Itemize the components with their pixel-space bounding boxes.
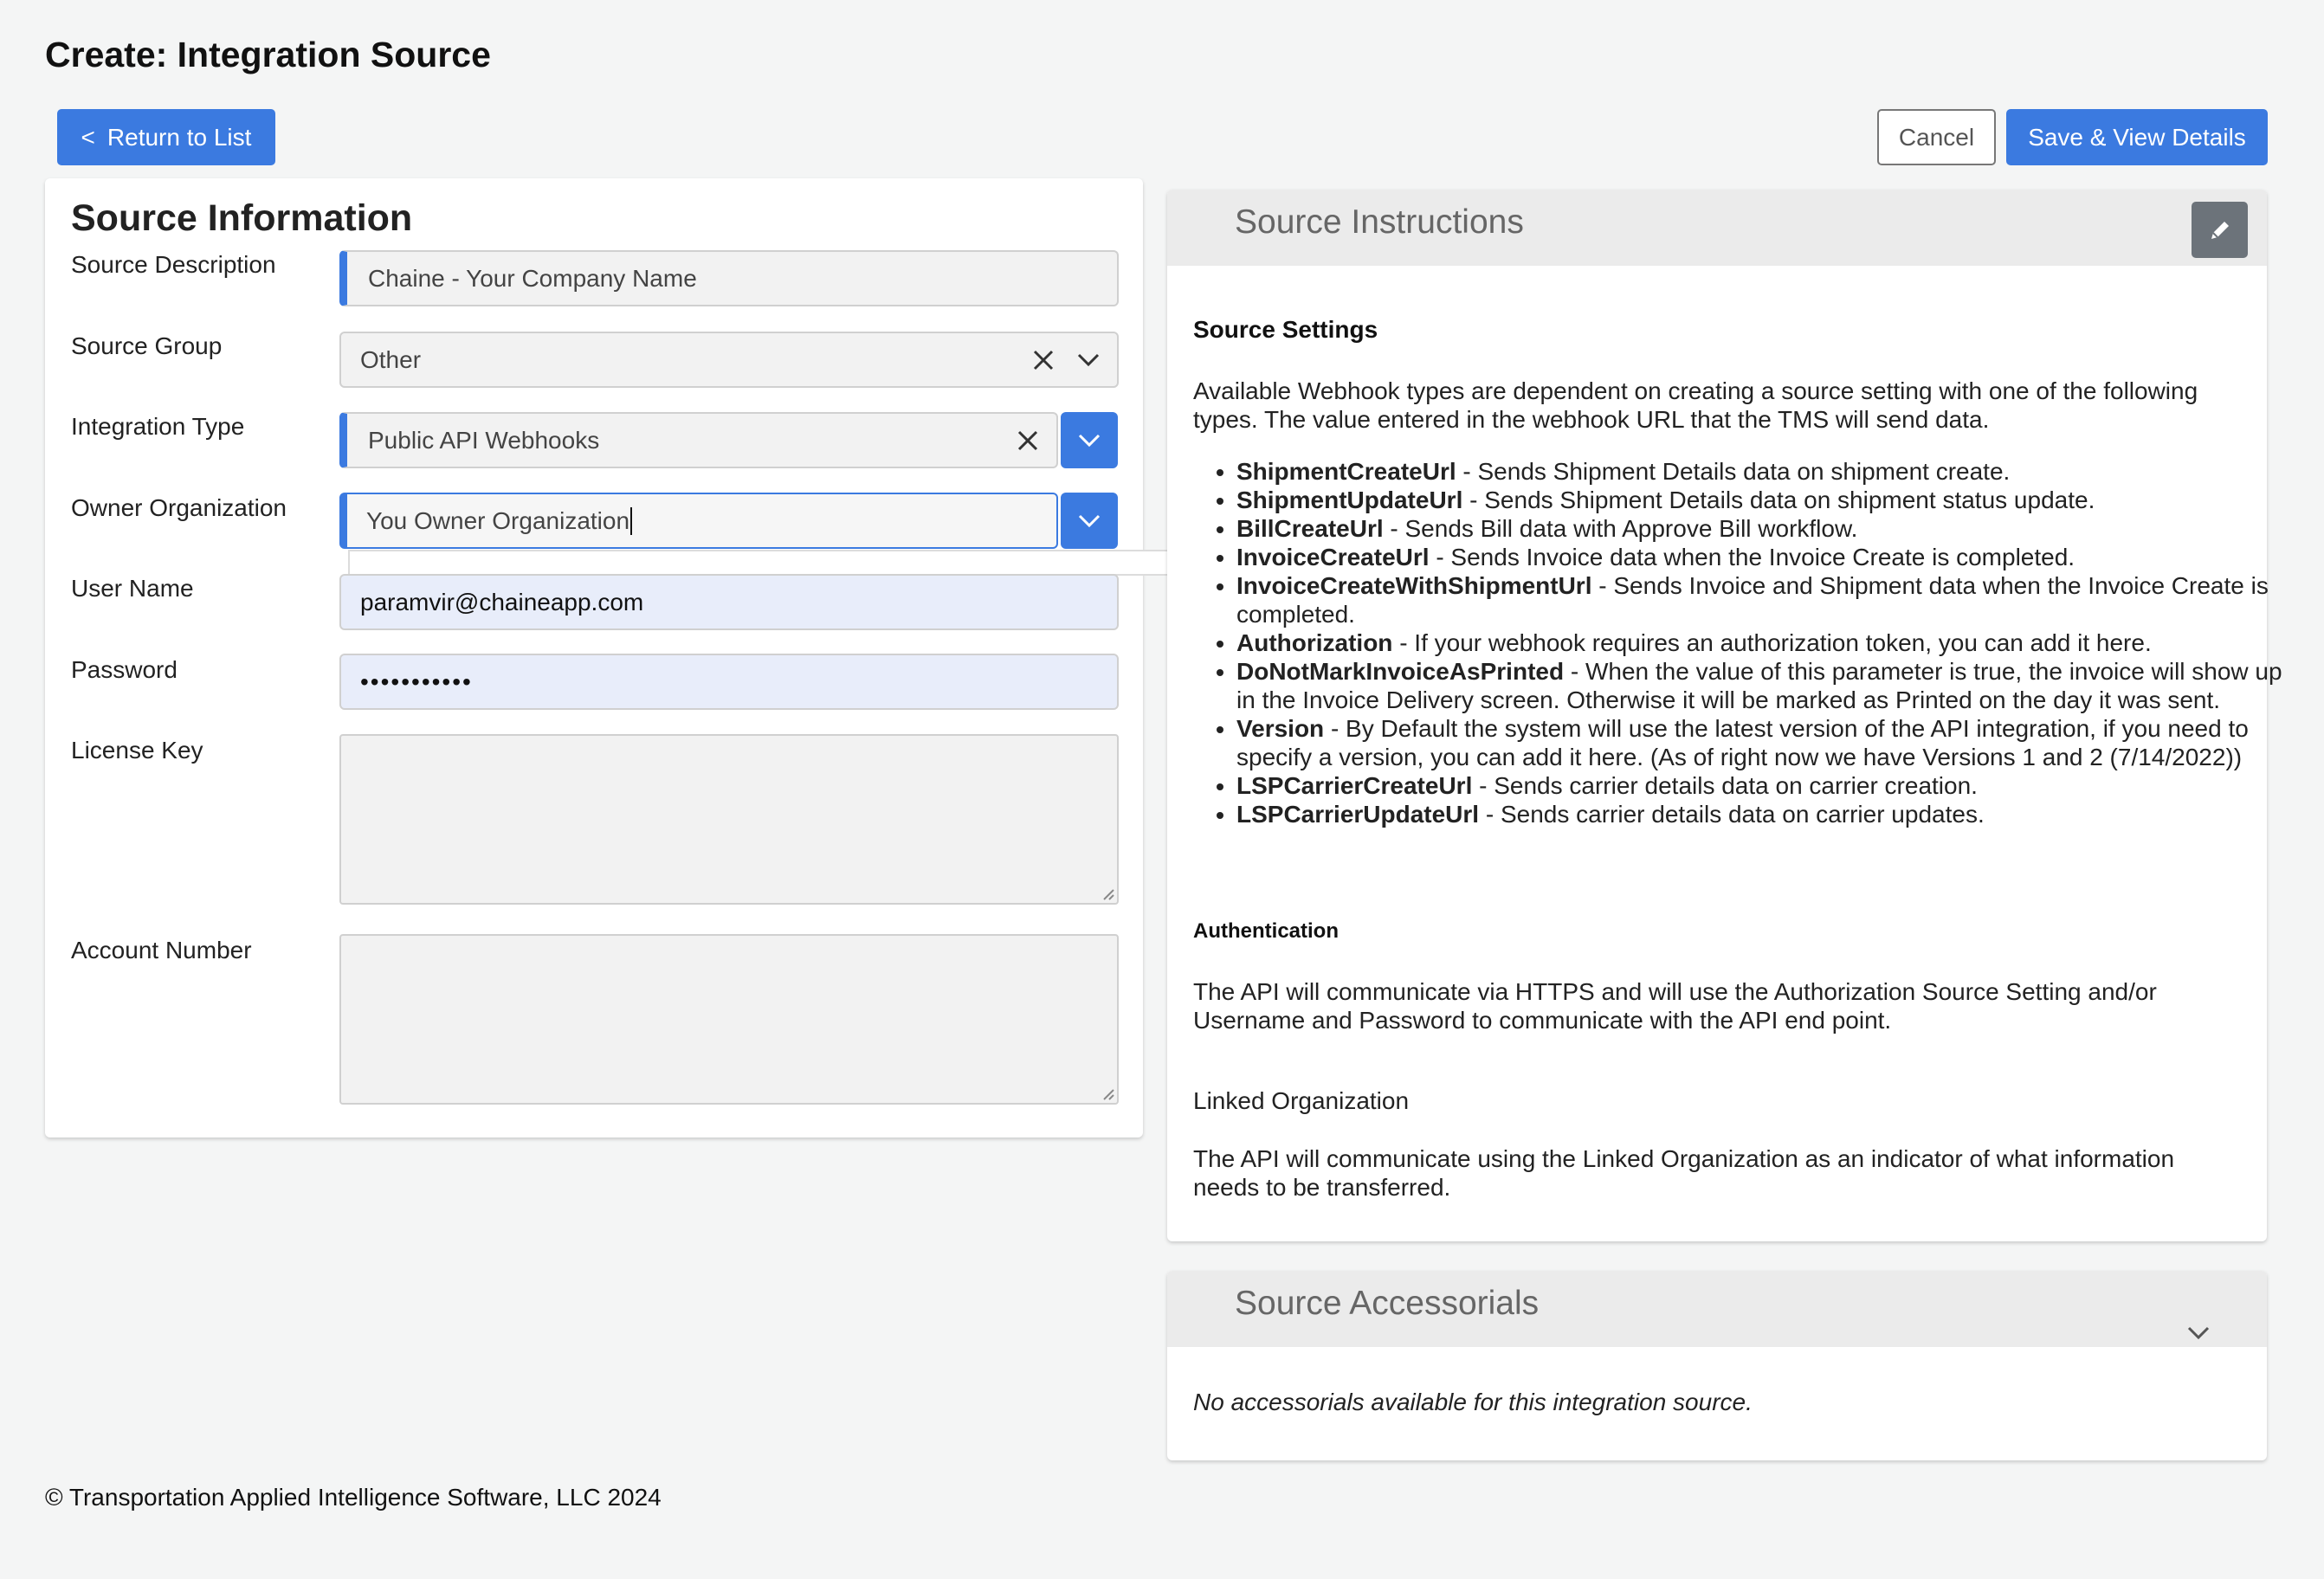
chevron-down-icon[interactable] <box>2187 1326 2210 1340</box>
chevron-left-icon: < <box>81 123 95 151</box>
chevron-down-icon[interactable] <box>1077 353 1100 367</box>
license-key-textarea[interactable] <box>339 734 1119 905</box>
webhook-type-item <box>1236 571 2284 628</box>
webhook-type-description: - Sends Shipment Details data on shipment status update. <box>1462 487 2095 513</box>
webhook-type-name: InvoiceCreateWithShipmentUrl <box>1236 572 1592 599</box>
owner-organization-value: You Owner Organization <box>366 506 630 534</box>
user-name-value: paramvir@chaineapp.com <box>360 588 644 615</box>
source-instructions-header <box>1167 190 2267 266</box>
integration-type-dropdown-button[interactable] <box>1061 412 1118 468</box>
license-key-label: License Key <box>71 737 203 764</box>
source-settings-heading: Source Settings <box>1193 316 1378 343</box>
page-title: Create: Integration Source <box>45 35 491 74</box>
webhook-type-description: - Sends Invoice and Shipment data when the Invoice Create is completed. <box>1236 572 2269 628</box>
source-description-label: Source Description <box>71 251 276 278</box>
webhook-type-name: InvoiceCreateUrl <box>1236 544 1430 570</box>
webhook-type-item <box>1236 457 2284 486</box>
source-description-value: Chaine - Your Company Name <box>368 264 697 292</box>
accessorials-empty-text: No accessorials available for this integration source. <box>1193 1389 1753 1415</box>
source-group-select[interactable] <box>339 332 1119 388</box>
chevron-down-icon <box>1078 434 1101 448</box>
linked-organization-heading: Linked Organization <box>1193 1087 1410 1114</box>
integration-type-value: Public API Webhooks <box>368 426 600 454</box>
authentication-heading: Authentication <box>1193 919 1339 943</box>
webhook-type-item <box>1236 714 2284 771</box>
webhook-type-description: - Sends carrier details data on carrier creation. <box>1472 772 1978 799</box>
integration-type-label: Integration Type <box>71 413 245 440</box>
webhook-type-item <box>1236 543 2284 571</box>
webhook-type-description: - Sends Shipment Details data on shipment create. <box>1456 458 2011 485</box>
webhook-type-item <box>1236 800 2284 828</box>
account-number-label: Account Number <box>71 937 252 964</box>
owner-organization-dropdown-button[interactable] <box>1061 493 1118 549</box>
webhook-type-name: ShipmentCreateUrl <box>1236 458 1456 485</box>
webhook-type-name: Version <box>1236 715 1325 742</box>
linked-organization-text: The API will communicate using the Linked Organization as an indicator of what information needs to be transferred. <box>1193 1145 2175 1201</box>
owner-organization-label: Owner Organization <box>71 494 287 521</box>
return-to-list-label: Return to List <box>107 123 252 151</box>
close-icon[interactable] <box>1032 349 1055 371</box>
save-view-details-button[interactable]: Save & View Details <box>2006 109 2268 165</box>
webhook-type-description: - By Default the system will use the latest version of the API integration, if you need to specify a version, you can add it here. (As of right now we have Versions 1 and 2 (7/14/2022)) <box>1236 715 2249 770</box>
source-information-card <box>45 178 1143 1138</box>
source-information-heading: Source Information <box>71 197 413 239</box>
close-icon[interactable] <box>1017 429 1039 452</box>
webhook-type-name: LSPCarrierCreateUrl <box>1236 772 1473 799</box>
authentication-text: The API will communicate via HTTPS and will use the Authorization Source Setting and/or Username and Password to communicate with the API end point. <box>1193 978 2157 1034</box>
footer-copyright: © Transportation Applied Intelligence Software, LLC 2024 <box>45 1484 662 1511</box>
webhook-type-item <box>1236 628 2284 657</box>
resize-grip-icon[interactable] <box>1101 1086 1114 1100</box>
source-group-label: Source Group <box>71 332 223 359</box>
webhook-type-description: - Sends Invoice data when the Invoice Create is completed. <box>1429 544 2075 570</box>
source-description-input[interactable] <box>339 250 1119 306</box>
webhook-type-item <box>1236 771 2284 800</box>
owner-organization-input[interactable] <box>339 493 1058 549</box>
owner-organization-suggestions[interactable] <box>348 550 1170 576</box>
password-label: Password <box>71 656 178 683</box>
user-name-label: User Name <box>71 575 194 602</box>
user-name-input[interactable] <box>339 574 1119 630</box>
text-cursor <box>630 507 632 535</box>
webhook-type-item <box>1236 514 2284 543</box>
webhook-type-name: LSPCarrierUpdateUrl <box>1236 801 1480 828</box>
cancel-button[interactable]: Cancel <box>1877 109 1996 165</box>
source-accessorials-header[interactable] <box>1167 1271 2267 1347</box>
webhook-type-description: - Sends Bill data with Approve Bill workflow. <box>1383 515 1858 542</box>
webhook-types-list <box>1193 457 2284 828</box>
return-to-list-button[interactable] <box>57 109 275 165</box>
webhook-type-description: - When the value of this parameter is true, the invoice will show up in the Invoice Delivery screen. Otherwise it will be marked as Printed on the day it was sent. <box>1236 658 2282 713</box>
source-settings-intro: Available Webhook types are dependent on creating a source setting with one of the following types. The value entered in the webhook URL that the TMS will send data. <box>1193 377 2198 433</box>
webhook-type-item <box>1236 657 2284 714</box>
integration-type-select[interactable] <box>339 412 1058 468</box>
webhook-type-name: DoNotMarkInvoiceAsPrinted <box>1236 658 1565 685</box>
webhook-type-name: ShipmentUpdateUrl <box>1236 487 1463 513</box>
source-instructions-title: Source Instructions <box>1235 203 1524 241</box>
account-number-textarea[interactable] <box>339 934 1119 1105</box>
source-instructions-card <box>1167 190 2282 1241</box>
webhook-type-description: - If your webhook requires an authorization token, you can add it here. <box>1392 629 2152 656</box>
password-value: ••••••••••• <box>360 667 473 695</box>
pencil-icon <box>2208 218 2232 242</box>
source-accessorials-card <box>1167 1271 2267 1460</box>
webhook-type-description: - Sends carrier details data on carrier updates. <box>1479 801 1985 828</box>
edit-instructions-button[interactable] <box>2192 202 2248 258</box>
webhook-type-name: BillCreateUrl <box>1236 515 1384 542</box>
webhook-type-name: Authorization <box>1236 629 1393 656</box>
source-accessorials-title: Source Accessorials <box>1235 1285 1540 1322</box>
webhook-type-item <box>1236 486 2284 514</box>
source-group-value: Other <box>360 345 422 373</box>
chevron-down-icon <box>1078 514 1101 528</box>
resize-grip-icon[interactable] <box>1101 886 1114 900</box>
password-input[interactable] <box>339 654 1119 710</box>
